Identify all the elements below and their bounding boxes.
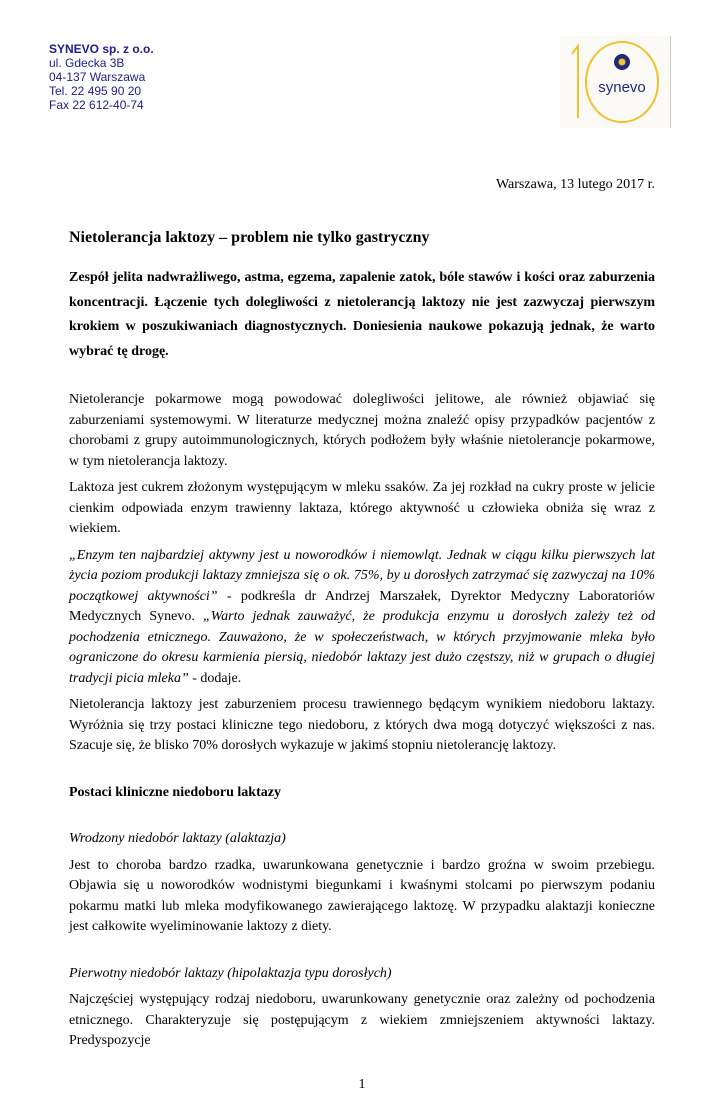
quote-paragraph xyxy=(69,546,655,690)
subheading xyxy=(69,964,655,985)
document-title: Nietolerancja laktozy – problem nie tylko gastryczny xyxy=(69,229,430,246)
subheading xyxy=(69,829,655,850)
subheading-text: Wrodzony niedobór laktazy (alaktazja) xyxy=(69,831,286,846)
quote: „Warto jednak zauważyć, że produkcja enzymu u dorosłych zależy też od pochodzenia etnicznego. Zauważono, że w społeczeństwach, w których przyjmowanie mleka było ograniczone do okresu karmienia piersią, niedobór laktazy jest dużo częstszy, niż w grupach o długiej tradycji picia mleka” xyxy=(69,609,655,686)
paragraph: Nietolerancja laktozy jest zaburzeniem procesu trawiennego będącym wynikiem niedoboru laktazy. Wyróżnia się trzy postaci kliniczne tego niedoboru, z których dwa mogą dotyczyć większości z nas. Szacuje się, że blisko 70% dorosłych wykazuje w jakimś stopniu nietolerancję laktozy. xyxy=(69,697,655,753)
section-heading: Postaci kliniczne niedoboru laktazy xyxy=(69,784,281,800)
quote: „Enzym ten najbardziej aktywny jest u noworodków i niemowląt. Jednak w ciągu kilku pierwszych lat życia poziom produkcji laktazy zmniejsza się o ok. 75%, by u dorosłych zatrzymać się zazwyczaj na 10% początkowej aktywności” xyxy=(69,547,655,604)
page-number: 1 xyxy=(358,1076,366,1092)
paragraph: Laktoza jest cukrem złożonym występującym w mleku ssaków. Za jej rozkład na cukry proste w jelicie cienkim odpowiada enzym trawienny laktaza, którego aktywność u człowieka obniża się wraz z wiekiem. xyxy=(69,480,655,536)
paragraph: Jest to choroba bardzo rzadka, uwarunkowana genetycznie i bardzo groźna w swoim przebiegu. Objawia się u noworodków wodnistymi biegunkami i kwaśnymi stolcami po pierwszym podaniu pokarmu matki lub mleka modyfikowanego zawierającego laktozę. W przypadku alaktazji konieczne jest całkowite wyeliminowanie laktozy z diety. xyxy=(69,857,655,934)
attribution: - dodaje. xyxy=(188,670,242,686)
lead-paragraph: Zespół jelita nadwrażliwego, astma, egzema, zapalenie zatok, bóle stawów i kości oraz zaburzenia koncentracji. Łączenie tych dolegliwości z nietolerancją laktozy nie jest zazwyczaj pierwszym krokiem w poszukiwaniach diagnostycznych. Doniesienia naukowe pokazują jednak, że warto wybrać tę drogę. xyxy=(69,270,655,359)
fax: Fax 22 612-40-74 xyxy=(49,98,144,112)
attribution: - podkreśla dr Andrzej Marszałek, Dyrektor Medyczny Laboratoriów Medycznych Synevo. xyxy=(69,588,655,624)
body-text xyxy=(69,390,655,757)
phone: Tel. 22 495 90 20 xyxy=(49,84,142,98)
document-date: Warszawa, 13 lutego 2017 r. xyxy=(495,177,655,192)
city: 04-137 Warszawa xyxy=(49,70,146,84)
svg-text:synevo: synevo xyxy=(598,79,646,96)
street: ul. Gdecka 3B xyxy=(49,56,125,70)
company-name: SYNEVO sp. z o.o. xyxy=(49,42,154,56)
paragraph: Najczęściej występujący rodzaj niedoboru, uwarunkowany genetycznie oraz zależny od pochodzenia etnicznego. Charakteryzuje się postępującym z wiekiem zmniejszeniem aktywności laktazy. Predyspozycje xyxy=(69,992,655,1048)
paragraph: Nietolerancje pokarmowe mogą powodować dolegliwości jelitowe, ale również objawiać się zaburzeniami systemowymi. W literaturze medycznej można znaleźć opisy przypadków pacjentów z chorobami z grupy autoimmunologicznych, których podłożem były właśnie nietolerancje pokarmowe, w tym nietolerancja laktozy. xyxy=(69,392,655,469)
subheading-text: Pierwotny niedobór laktazy (hipolaktazja typu dorosłych) xyxy=(69,965,392,981)
